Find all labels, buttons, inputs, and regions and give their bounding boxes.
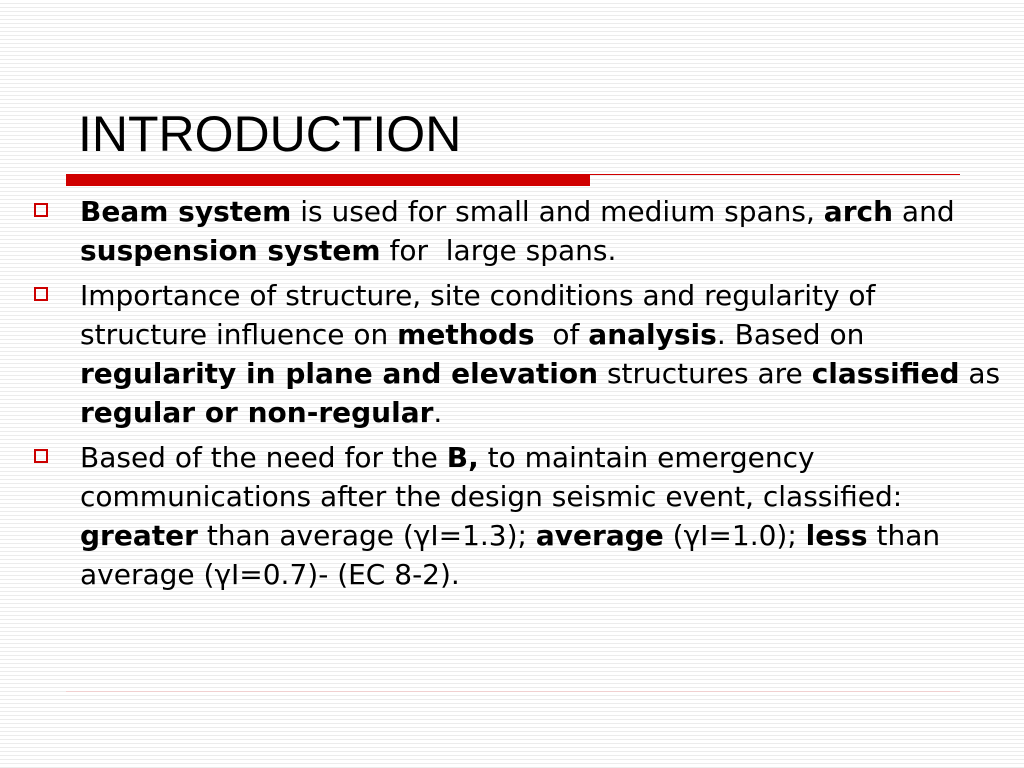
text-run: to maintain emergency communications after the design seismic event, classified: [80,441,903,513]
text-run-bold: Beam system [80,195,292,228]
bullet-text [80,441,940,591]
text-run-bold: methods [397,318,535,351]
text-run: and [893,195,955,228]
slide-title: INTRODUCTION [78,106,462,162]
text-run: structures are [598,357,812,390]
text-run: . [433,396,443,429]
text-run: for large spans. [380,234,617,267]
text-run-bold: classified [811,357,960,390]
text-run-bold: regularity in plane and elevation [80,357,599,390]
text-run: than average (γI=1.3); [197,519,536,552]
text-run-bold: suspension system [80,234,381,267]
text-run: (γI=1.0); [663,519,806,552]
text-run: . Based on [716,318,865,351]
text-run: is used for small and medium spans, [291,195,824,228]
hollow-square-bullet-icon [34,203,48,217]
bullet-item-span-systems [28,192,1008,270]
hollow-square-bullet-icon [34,449,48,463]
text-run-bold: greater [80,519,198,552]
text-run: Based of the need for the [80,441,447,474]
text-run-bold: B, [446,441,479,474]
bullet-text [80,195,955,267]
hollow-square-bullet-icon [34,287,48,301]
bullet-list [28,192,1008,600]
text-run-bold: regular or non-regular [80,396,434,429]
text-run-bold: less [805,519,868,552]
text-run: than average (γI=0.7)- (EC 8-2). [80,519,941,591]
text-run-bold: arch [823,195,894,228]
bullet-item-analysis-methods [28,276,1008,432]
text-run-bold: average [535,519,664,552]
text-run: as [959,357,1001,390]
bottom-divider [66,691,960,692]
text-run: Importance of structure, site conditions and regularity of structure influence on [80,279,876,351]
text-run-bold: analysis [588,318,717,351]
title-underline-accent [66,174,590,186]
bullet-text [80,279,1000,429]
bullet-item-importance-classes [28,438,1008,594]
text-run: of [534,318,589,351]
